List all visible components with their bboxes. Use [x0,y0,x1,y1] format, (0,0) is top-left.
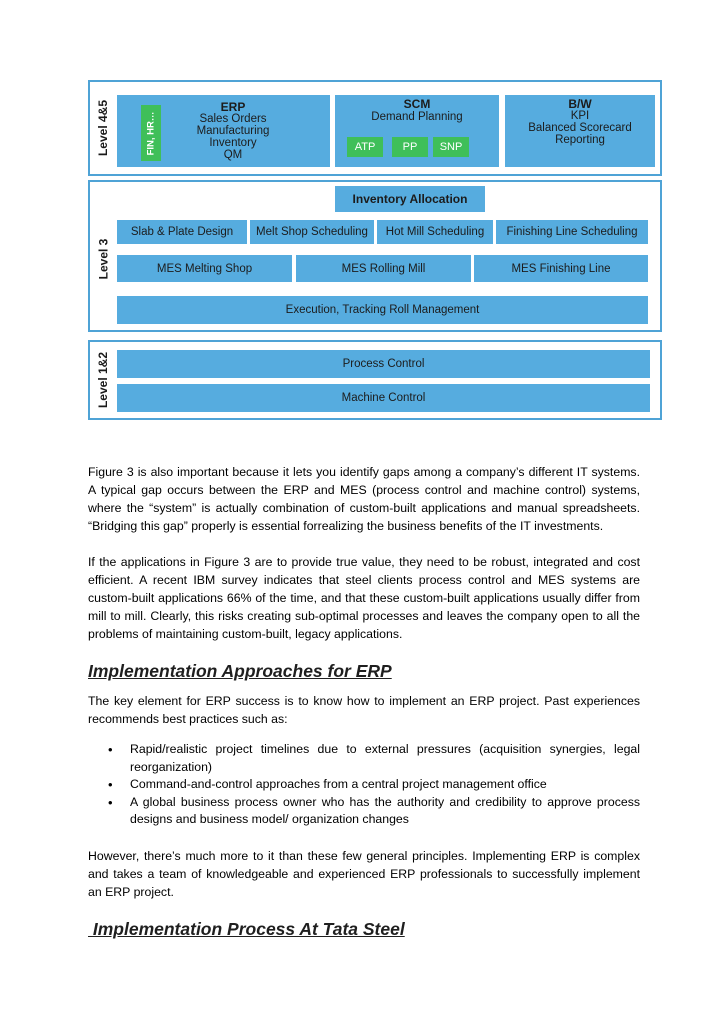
fin-hr-text: FIN, HR… [145,111,157,155]
process-control-text: Process Control [342,358,425,370]
execution-block [117,296,648,324]
section-heading: Implementation Process At Tata Steel [88,918,405,939]
level-12-label-text: Level 1&2 [96,351,111,409]
level-45-label-text: Level 4&5 [96,99,111,157]
execution-text: Execution, Tracking Roll Management [285,304,480,316]
scm-module-pp [392,137,428,157]
mes-block-rolling [296,255,471,282]
list-item [88,794,640,829]
inventory-allocation-block [335,186,485,212]
list-item-text: A global business process owner who has the authority and credibility to approve process designs and business model/ organization changes [130,794,640,826]
melt-shop-scheduling-text: Melt Shop Scheduling [256,226,368,238]
bullet-icon: • [108,794,113,810]
pp-label: PP [402,141,418,153]
paragraph: Figure 3 is also important because it lets you identify gaps among a company’s different IT systems. A typical gap occurs between the ERP and MES (process control and machine control) systems, where the “system” is actually combination of custom-built applications and manual spreadsheets. “Bridging this gap” properly is essential forrealizing the business benefits of the IT investments. [88,465,640,533]
snp-label: SNP [439,141,463,153]
level-3-label [92,214,114,304]
bullet-icon: • [108,777,113,792]
level-3-label-text: Level 3 [96,238,111,280]
scm-module-snp [433,137,469,157]
process-control-block [117,350,650,378]
section-heading: Implementation Approaches for ERP [88,661,392,681]
list-item [88,741,640,776]
bullet-icon: • [108,742,113,757]
bw-block [505,95,655,167]
paragraph: If the applications in Figure 3 are to provide true value, they need to be robust, integrated and cost efficient. A recent IBM survey indicates that steel clients process control and MES systems are custom-built applications 66% of the time, and that these custom-built applications usually differ from mill to mill. Clearly, this risks creating sub-optimal processes and leaves the company open to all the problems of maintaining custom-built, legacy applications. [88,555,640,641]
scm-title: SCM [403,97,431,111]
list-item-text: Command-and-control approaches from a central project management office [130,777,547,791]
scheduling-block-melt [250,220,374,244]
machine-control-text: Machine Control [341,392,426,404]
mes-rolling-mill-text: MES Rolling Mill [341,262,426,275]
document-body [88,463,640,940]
scheduling-block-slab [117,220,247,244]
list-item-text: Rapid/realistic project timelines due to external pressures (acquisition synergies, legal reorganization) [130,742,640,774]
atp-label: ATP [354,141,376,153]
hot-mill-scheduling-text: Hot Mill Scheduling [385,226,485,238]
mes-finishing-line-text: MES Finishing Line [511,262,611,275]
scm-subtitle: Demand Planning [371,111,463,123]
slab-plate-design-text: Slab & Plate Design [130,226,234,238]
scm-module-atp [347,137,383,157]
erp-line: QM [223,149,243,161]
fin-hr-block [141,105,161,161]
bw-line: Reporting [555,134,605,146]
bw-title: B/W [568,97,592,111]
mes-block-finishing [474,255,648,282]
bullet-list [88,741,640,829]
level-45-label [92,86,114,170]
finishing-line-scheduling-text: Finishing Line Scheduling [506,226,638,238]
paragraph: However, there’s much more to it than these few general principles. Implementing ERP is complex and takes a team of knowledgeable and experienced ERP professionals to successfully implement an ERP project. [88,848,640,899]
erp-text [170,96,296,166]
level-12-label [92,344,114,416]
mes-melting-shop-text: MES Melting Shop [156,262,253,275]
scheduling-block-finishing [496,220,648,244]
scheduling-block-hot-mill [377,220,493,244]
bw-line: KPI [570,110,590,122]
paragraph: The key element for ERP success is to know how to implement an ERP project. Past experiences recommends best practices such as: [88,694,640,726]
mes-block-melting [117,255,292,282]
scm-text [335,97,499,125]
erp-line: Sales Orders [199,113,267,125]
erp-line: Inventory [209,137,257,149]
list-item [88,776,640,794]
erp-title: ERP [220,100,246,114]
inventory-allocation-text: Inventory Allocation [352,192,468,206]
machine-control-block [117,384,650,412]
erp-line: Manufacturing [196,125,270,137]
bw-line: Balanced Scorecard [528,122,632,134]
